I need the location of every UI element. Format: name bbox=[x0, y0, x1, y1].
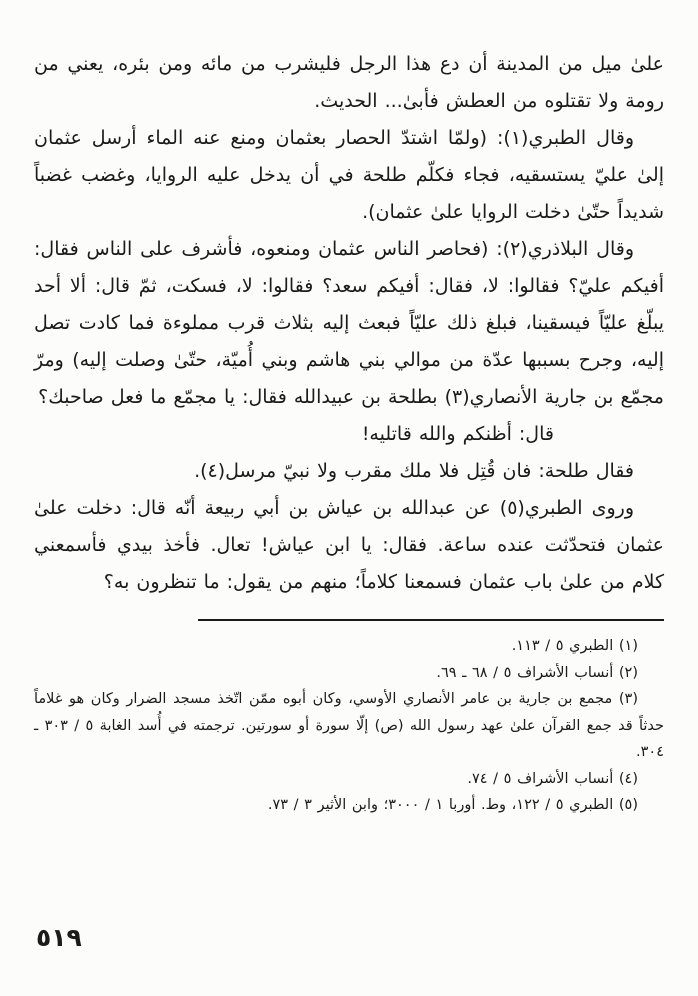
paragraph: فقال طلحة: فان قُتِل فلا ملك مقرب ولا نبيّ مرسل(٤). bbox=[194, 460, 634, 482]
footnotes-section bbox=[34, 619, 664, 819]
page-number: ٥١٩ bbox=[36, 923, 82, 952]
paragraph: وقال البلاذري(٢): (فحاصر الناس عثمان ومنعوه، فأشرف على الناس فقال: أفيكم عليّ؟ فقالوا: لا، فقال: أفيكم سعد؟ فقالوا: لا، فسكت، ثمّ قال: ألا أحد يبلّغ عليّاً فيسقينا، فبلغ ذلك عليّاً فبعث إليه بثلاث قرب مملوءة فما كادت تصل إليه، وجرح بسببها عدّة من موالي بني هاشم وبني أُميّة، حتّىٰ وصلت إليه) ومرّ مجمّع بن جارية الأنصاري(٣) بطلحة بن عبيدالله فقال: يا مجمّع ما فعل صاحبك؟ bbox=[34, 238, 664, 408]
paragraph: قال: أظنكم والله قاتليه! bbox=[361, 423, 554, 445]
main-text bbox=[34, 46, 664, 601]
paragraph: علىٰ ميل من المدينة أن دع هذا الرجل فليشرب من مائه ومن بئره، يعني من رومة ولا تقتلوه من العطش فأبىٰ... الحديث. bbox=[34, 53, 664, 112]
footnote: (٥) الطبري ٥ / ١٢٢، وط. أوربا ١ / ٣٠٠٠؛ وابن الأثير ٣ / ٧٣. bbox=[267, 797, 638, 813]
paragraph: وروى الطبري(٥) عن عبدالله بن عياش بن أبي ربيعة أنّه قال: دخلت علىٰ عثمان فتحدّثت عنده ساعة. فقال: يا ابن عياش! تعال. فأخذ بيدي فأسمعني كلام من علىٰ باب عثمان فسمعنا كلاماً؛ منهم من يقول: ما تنظرون به؟ bbox=[34, 497, 664, 593]
footnote: (١) الطبري ٥ / ١١٣. bbox=[511, 638, 638, 654]
footnote: (٤) أنساب الأشراف ٥ / ٧٤. bbox=[467, 770, 638, 787]
paragraph: وقال الطبري(١): (ولمّا اشتدّ الحصار بعثمان ومنع عنه الماء أرسل عثمان إلىٰ عليّ يستسقيه، فجاء فكلّم طلحة في أن يدخل عليه الروايا، وغضب غضباً شديداً حتّىٰ دخلت الروايا علىٰ عثمان). bbox=[34, 127, 664, 223]
footnote: (٣) مجمع بن جارية بن عامر الأنصاري الأوسي، وكان أبوه ممّن اتّخذ مسجد الضرار وكان هو غلاماً حدثاً قد جمع القرآن علىٰ عهد رسول الله (ص) إلّا سورة أو سورتين. ترجمته في أُسد الغابة ٥ / ٣٠٣ ـ ٣٠٤. bbox=[34, 691, 664, 760]
footnote: (٢) أنساب الأشراف ٥ / ٦٨ ـ ٦٩. bbox=[436, 664, 638, 681]
footnote-separator bbox=[198, 619, 664, 621]
